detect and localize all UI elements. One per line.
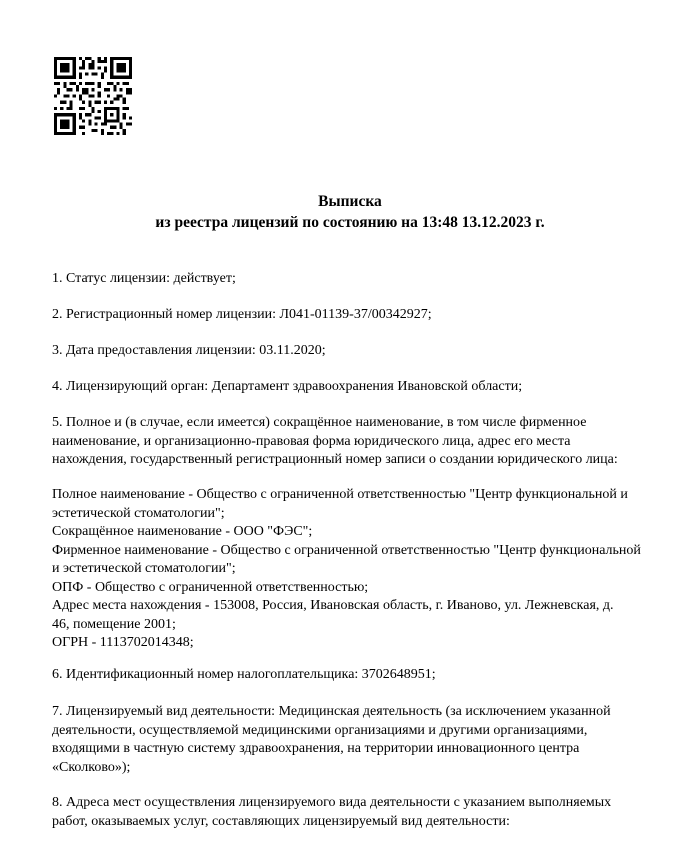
text-line: 8. Адреса мест осуществления лицензируемого вида деятельности с указанием выполняемых (52, 795, 612, 810)
text-line: и эстетической стоматологии"; (52, 561, 236, 576)
text-line: входящими в частную систему здравоохранения, на территории инновационного центра (52, 741, 580, 756)
text-line: «Сколково»); (52, 759, 131, 775)
licensing-authority: 4. Лицензирующий орган: Департамент здравоохранения Ивановской области; (52, 379, 523, 394)
activity-addresses (52, 794, 682, 831)
text-line: ОПФ - Общество с ограниченной ответственностью; (52, 579, 369, 595)
organization-details (52, 486, 682, 653)
license-status: 1. Статус лицензии: действует; (52, 271, 236, 286)
text-line: работ, оказываемых услуг, составляющих лицензируемый вид деятельности: (52, 813, 510, 829)
text-line: деятельности, осуществляемой медицинскими организациями и другими организациями, (52, 722, 588, 738)
text-line: 7. Лицензируемый вид деятельности: Медицинская деятельность (за исключением указанной (52, 704, 611, 719)
text-line: Полное наименование - Общество с ограниченной ответственностью "Центр функциональной и (52, 487, 628, 502)
text-line: нахождения, государственный регистрационный номер записи о создании юридического лица: (52, 452, 618, 467)
taxpayer-id: 6. Идентификационный номер налогоплательщика: 3702648951; (52, 667, 436, 682)
document-title: Выписка (318, 193, 382, 210)
document-subtitle: из реестра лицензий по состоянию на 13:48 13.12.2023 г. (155, 214, 545, 231)
qr-code-icon (54, 57, 132, 135)
text-line: эстетической стоматологии"; (52, 505, 225, 521)
text-line: Сокращённое наименование - ООО "ФЭС"; (52, 524, 313, 539)
licensed-activity (52, 703, 682, 777)
registration-number: 2. Регистрационный номер лицензии: Л041-01139-37/00342927; (52, 307, 432, 322)
text-line: 46, помещение 2001; (52, 616, 176, 632)
issue-date: 3. Дата предоставления лицензии: 03.11.2020; (52, 343, 326, 358)
text-line: ОГРН - 1113702014348; (52, 635, 194, 650)
item-5-header (52, 414, 682, 470)
text-line: наименование, и организационно-правовая форма юридического лица, адрес его места (52, 433, 571, 449)
text-line: Адрес места нахождения - 153008, Россия, Ивановская область, г. Иваново, ул. Лежневская, д. (52, 598, 614, 613)
text-line: 5. Полное и (в случае, если имеется) сокращённое наименование, в том числе фирменное (52, 415, 587, 430)
text-line: Фирменное наименование - Общество с ограниченной ответственностью "Центр функциональной (52, 542, 641, 558)
